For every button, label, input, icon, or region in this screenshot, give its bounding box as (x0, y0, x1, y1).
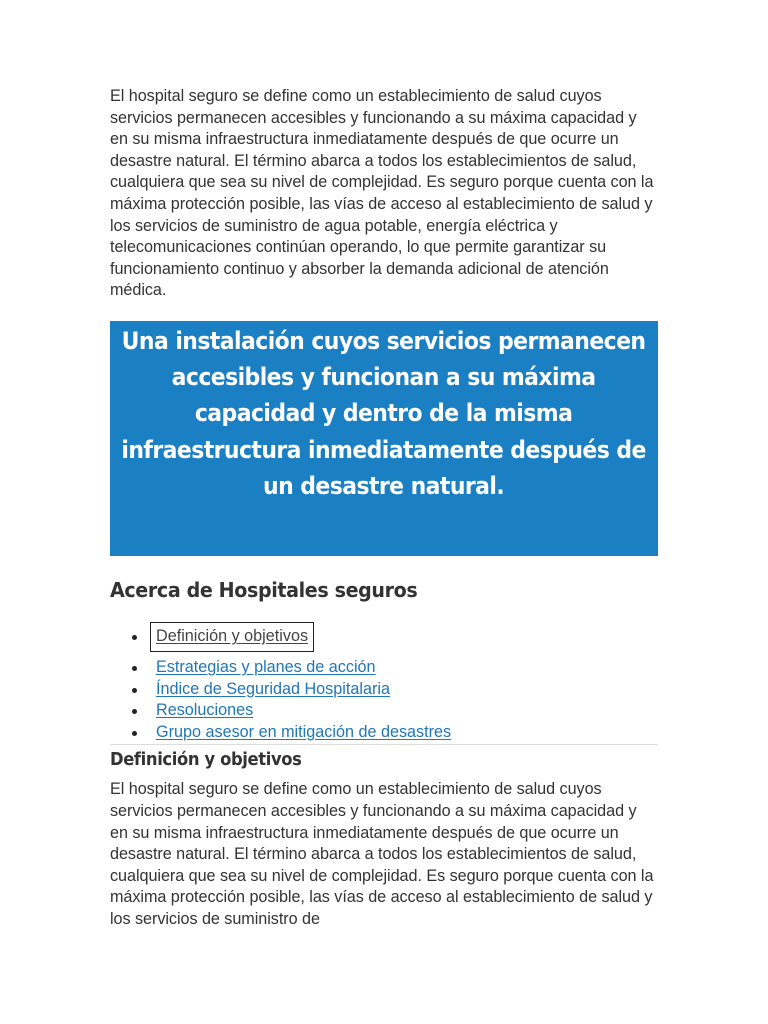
bullet-icon (132, 731, 137, 736)
nav-link-resoluciones[interactable]: Resoluciones (156, 701, 254, 720)
bullet-icon (132, 709, 137, 714)
bullet-icon (132, 688, 137, 693)
callout-text: Una instalación cuyos servicios permanecen accesibles y funcionan a su máxima capacidad y dentro de la misma infraestructura inmediatamente después de un desastre natural. (121, 326, 647, 500)
definition-paragraph: El hospital seguro se define como un establecimiento de salud cuyos servicios permanecen accesibles y funcionando a su máxima capacidad y en su misma infraestructura inmediatamente después de que ocurre un desastre natural. El término abarca a todos los establecimientos de salud, cualquiera que sea su nivel de complejidad. Es seguro porque cuenta con la máxima protección posible, las vías de acceso al establecimiento de salud y los servicios de suministro de (110, 780, 654, 928)
highlight-callout (110, 321, 658, 556)
nav-item-indice (110, 679, 658, 701)
nav-item-resoluciones (110, 700, 658, 722)
section-nav-list (110, 622, 658, 745)
nav-link-estrategias[interactable]: Estrategias y planes de acción (156, 657, 376, 676)
bullet-icon (132, 635, 137, 640)
nav-link-indice[interactable]: Índice de Seguridad Hospitalaria (156, 679, 390, 698)
page-content (110, 86, 658, 930)
nav-item-definicion (110, 622, 658, 652)
nav-item-estrategias (110, 657, 658, 679)
about-heading: Acerca de Hospitales seguros (110, 577, 418, 602)
nav-item-grupo-asesor (110, 722, 658, 744)
intro-paragraph: El hospital seguro se define como un establecimiento de salud cuyos servicios permanecen accesibles y funcionando a su máxima capacidad y en su misma infraestructura inmediatamente después de que ocurre un desastre natural. El término abarca a todos los establecimientos de salud, cualquiera que sea su nivel de complejidad. Es seguro porque cuenta con la máxima protección posible, las vías de acceso al establecimiento de salud y los servicios de suministro de agua potable, energía eléctrica y telecomunicaciones continúan operando, lo que permite garantizar su funcionamiento continuo y absorber la demanda adicional de atención médica. (110, 87, 654, 300)
nav-link-grupo-asesor[interactable]: Grupo asesor en mitigación de desastres (156, 722, 452, 741)
nav-link-definicion[interactable]: Definición y objetivos (150, 622, 314, 652)
definition-heading: Definición y objetivos (110, 750, 302, 771)
bullet-icon (132, 666, 137, 671)
